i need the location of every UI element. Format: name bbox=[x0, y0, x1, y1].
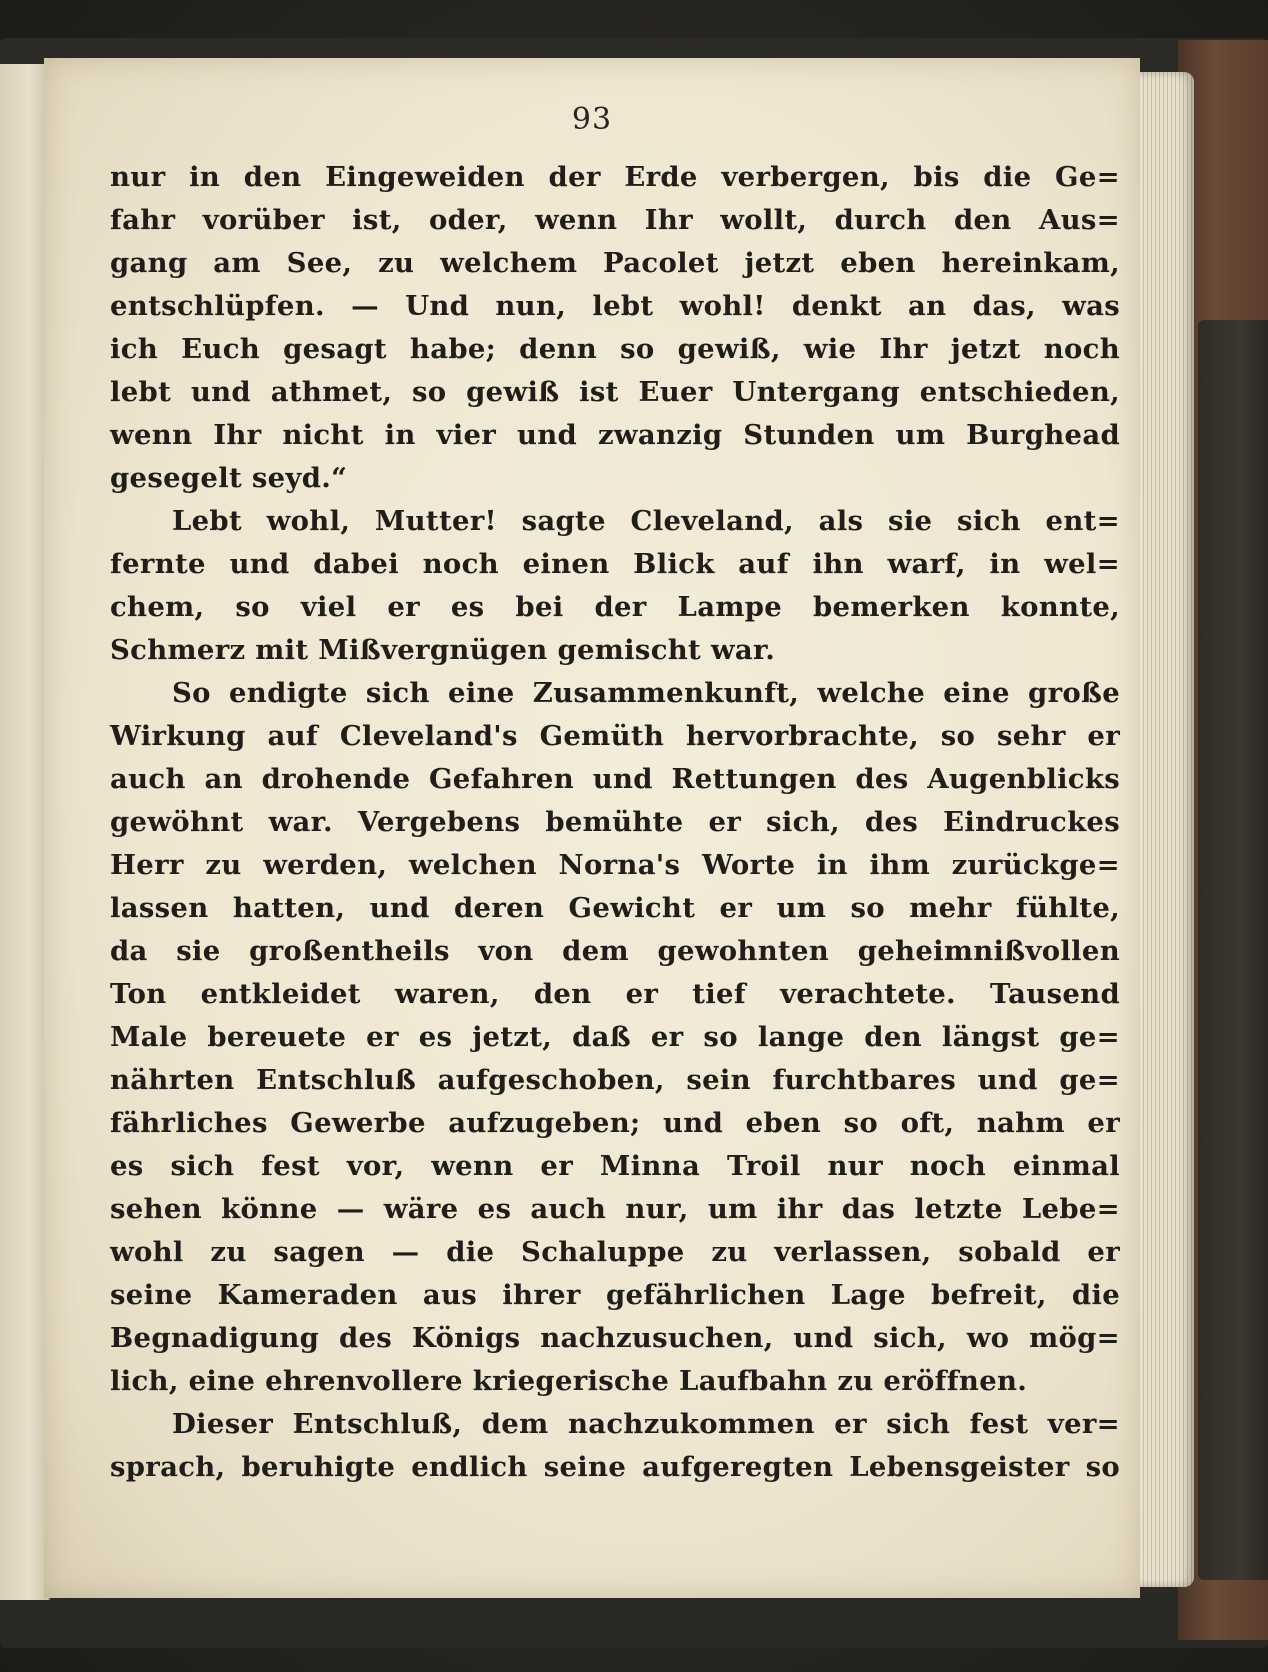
text-line: Wirkung auf Cleveland's Gemüth hervorbrachte, so sehr er bbox=[110, 720, 1120, 752]
paragraph-first-line: Dieser Entschluß, dem nachzukommen er sich fest ver= bbox=[172, 1408, 1120, 1440]
text-line: nährten Entschluß aufgeschoben, sein furchtbares und ge= bbox=[110, 1064, 1120, 1096]
text-line: Schmerz mit Mißvergnügen gemischt war. bbox=[110, 634, 776, 666]
text-line: Begnadigung des Königs nachzusuchen, und sich, wo mög= bbox=[110, 1322, 1120, 1354]
text-line: ich Euch gesagt habe; denn so gewiß, wie Ihr jetzt noch bbox=[110, 333, 1120, 365]
text-line: lassen hatten, und deren Gewicht er um so mehr fühlte, bbox=[110, 892, 1120, 924]
text-line: seine Kameraden aus ihrer gefährlichen Lage befreit, die bbox=[110, 1279, 1120, 1311]
text-line: fernte und dabei noch einen Blick auf ihn warf, in wel= bbox=[110, 548, 1120, 580]
body-text bbox=[110, 156, 1120, 1489]
text-line: lich, eine ehrenvollere kriegerische Laufbahn zu eröffnen. bbox=[110, 1365, 1028, 1397]
text-line: entschlüpfen. — Und nun, lebt wohl! denkt an das, was bbox=[110, 290, 1120, 322]
text-line: gang am See, zu welchem Pacolet jetzt eben hereinkam, bbox=[110, 247, 1120, 279]
text-line: sehen könne — wäre es auch nur, um ihr das letzte Lebe= bbox=[110, 1193, 1120, 1225]
text-line: Herr zu werden, welchen Norna's Worte in ihm zurückge= bbox=[110, 849, 1120, 881]
paragraph-first-line: Lebt wohl, Mutter! sagte Cleveland, als sie sich ent= bbox=[172, 505, 1120, 537]
text-line: lebt und athmet, so gewiß ist Euer Untergang entschieden, bbox=[110, 376, 1120, 408]
text-line: Ton entkleidet waren, den er tief verachtete. Tausend bbox=[110, 978, 1120, 1010]
text-line: wenn Ihr nicht in vier und zwanzig Stunden um Burghead bbox=[110, 419, 1120, 451]
text-line: wohl zu sagen — die Schaluppe zu verlassen, sobald er bbox=[110, 1236, 1120, 1268]
book-page bbox=[44, 58, 1140, 1598]
text-line: chem, so viel er es bei der Lampe bemerken konnte, bbox=[110, 591, 1120, 623]
text-line: auch an drohende Gefahren und Rettungen des Augenblicks bbox=[110, 763, 1120, 795]
text-line: es sich fest vor, wenn er Minna Troil nur noch einmal bbox=[110, 1150, 1120, 1182]
facing-page-edge bbox=[0, 64, 50, 1600]
text-line: fahr vorüber ist, oder, wenn Ihr wollt, durch den Aus= bbox=[110, 204, 1120, 236]
cover-board bbox=[1198, 320, 1268, 1580]
text-line: gesegelt seyd.“ bbox=[110, 462, 348, 494]
text-line: sprach, beruhigte endlich seine aufgeregten Lebensgeister so bbox=[110, 1451, 1120, 1483]
page-number: 93 bbox=[571, 102, 613, 137]
text-line: gewöhnt war. Vergebens bemühte er sich, des Eindruckes bbox=[110, 806, 1120, 838]
text-line: Male bereuete er es jetzt, daß er so lange den längst ge= bbox=[110, 1021, 1120, 1053]
paragraph-first-line: So endigte sich eine Zusammenkunft, welche eine große bbox=[172, 677, 1120, 709]
text-line: nur in den Eingeweiden der Erde verbergen, bis die Ge= bbox=[110, 161, 1120, 193]
text-line: fährliches Gewerbe aufzugeben; und eben so oft, nahm er bbox=[110, 1107, 1120, 1139]
text-line: da sie großentheils von dem gewohnten geheimnißvollen bbox=[110, 935, 1120, 967]
